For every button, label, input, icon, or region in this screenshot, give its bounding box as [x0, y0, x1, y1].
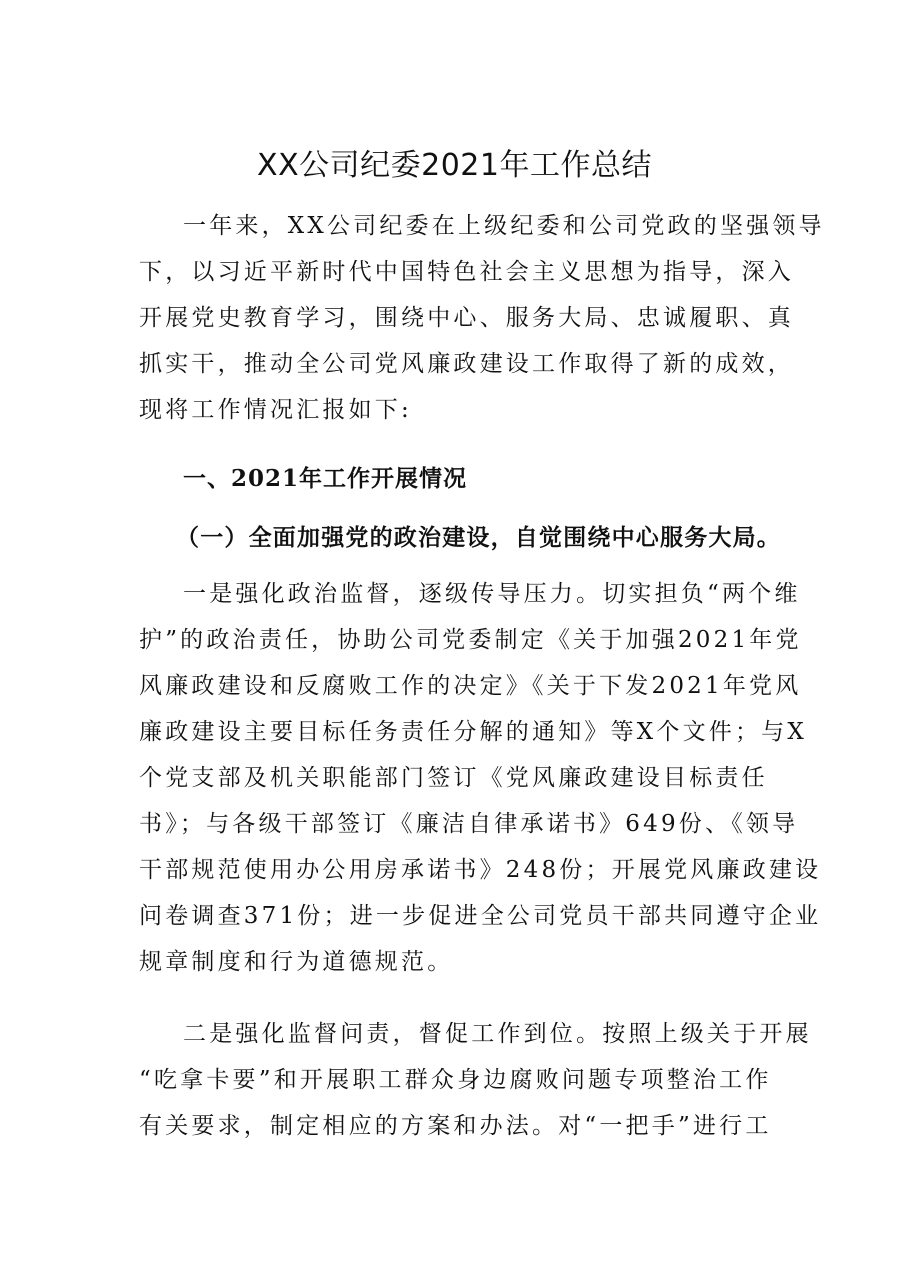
intro-paragraph	[139, 203, 825, 433]
paragraph-line: 护”的政治责任，协助公司党委制定《关于加强2021年党	[139, 627, 802, 653]
paragraph-line: 个党支部及机关职能部门签订《党风廉政建设目标责任	[139, 765, 768, 791]
paragraph-line: 廉政建设主要目标任务责任分解的通知》等X个文件；与X	[139, 719, 807, 745]
paragraph-line: 风廉政建设和反腐败工作的决定》《关于下发2021年党风	[139, 673, 802, 699]
intro-line: 现将工作情况汇报如下:	[139, 397, 412, 423]
body-paragraph-2	[139, 1011, 812, 1149]
paragraph-line: 有关要求，制定相应的方案和办法。对“一把手”进行工	[139, 1113, 772, 1139]
paragraph-line: 书》；与各级干部签订《廉洁自律承诺书》649份、《领导	[139, 811, 799, 837]
paragraph-line: 二是强化监督问责，督促工作到位。按照上级关于开展	[183, 1021, 812, 1047]
paragraph-line: 问卷调查371份；进一步促进全公司党员干部共同遵守企业	[139, 903, 822, 929]
intro-line: 抓实干，推动全公司党风廉政建设工作取得了新的成效，	[139, 351, 794, 377]
intro-line: 下，以习近平新时代中国特色社会主义思想为指导，深入	[139, 259, 794, 285]
section-heading: 一、2021年工作开展情况	[183, 465, 468, 492]
document-title: XX公司纪委2021年工作总结	[257, 148, 652, 183]
subsection-heading: （一）全面加强党的政治建设，自觉围绕中心服务大局。	[176, 524, 781, 551]
paragraph-line: 规章制度和行为道德规范。	[139, 949, 454, 975]
paragraph-line: 一是强化政治监督，逐级传导压力。切实担负“两个维	[183, 581, 801, 607]
intro-line: 一年来，XX公司纪委在上级纪委和公司党政的坚强领导	[183, 213, 825, 239]
body-paragraph-1	[139, 571, 822, 985]
paragraph-line: 干部规范使用办公用房承诺书》248份；开展党风廉政建设	[139, 857, 822, 883]
intro-line: 开展党史教育学习，围绕中心、服务大局、忠诚履职、真	[139, 305, 794, 331]
paragraph-line: “吃拿卡要”和开展职工群众身边腐败问题专项整治工作	[139, 1067, 772, 1093]
